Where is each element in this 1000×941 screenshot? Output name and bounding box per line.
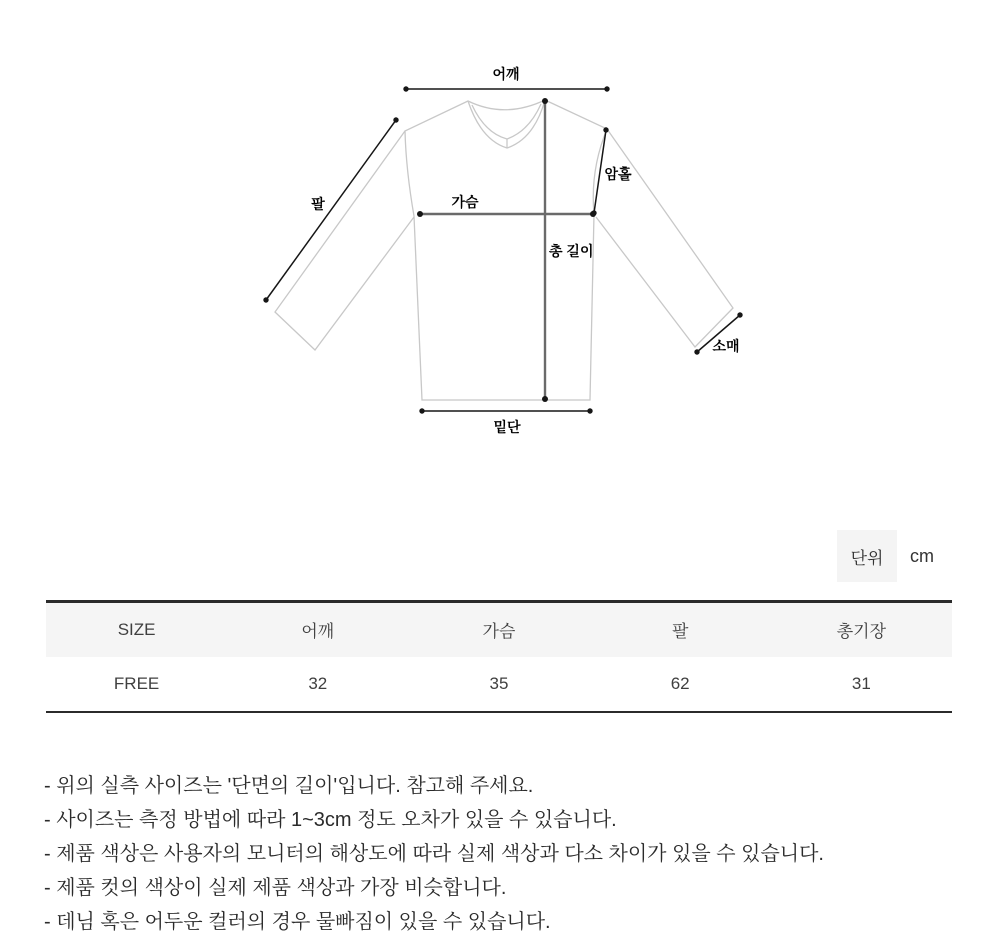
col-total-length: 총기장 [836, 622, 887, 642]
shoulder-label: 어깨 [492, 66, 520, 82]
shirt-sleeves-outline [275, 129, 733, 350]
chest-label: 가슴 [451, 194, 479, 210]
col-arm: 팔 [671, 622, 689, 642]
size-table-header-row [46, 602, 952, 657]
col-chest: 가슴 [482, 622, 516, 642]
unit-label: 단위 [850, 548, 884, 568]
note-item: - 제품 색상은 사용자의 모니터의 해상도에 따라 실제 색상과 다소 차이가 있을 수 있습니다. [44, 843, 824, 865]
right-sleeve [596, 129, 733, 347]
sleeve-label: 소매 [712, 338, 740, 354]
total-length-label: 총 길이 [549, 243, 594, 259]
cell-arm: 62 [670, 673, 690, 693]
hem-label: 밑단 [493, 419, 521, 435]
note-item: - 사이즈는 측정 방법에 따라 1~3cm 정도 오차가 있을 수 있습니다. [44, 809, 617, 831]
notes-list [44, 769, 824, 939]
size-table [46, 600, 952, 713]
cell-chest: 35 [489, 673, 509, 693]
col-size: SIZE [117, 619, 156, 639]
arm-measure-line [266, 120, 396, 300]
note-item: - 위의 실측 사이즈는 '단면의 길이'입니다. 참고해 주세요. [44, 775, 534, 797]
cell-shoulder: 32 [308, 673, 328, 693]
size-table-header [46, 602, 952, 657]
note-item: - 데님 혹은 어두운 컬러의 경우 물빠짐이 있을 수 있습니다. [44, 911, 551, 933]
measurement-dots [263, 86, 742, 413]
col-shoulder: 어깨 [301, 622, 335, 642]
cell-size: FREE [113, 673, 160, 693]
cell-total-length: 31 [851, 673, 871, 693]
unit-row [837, 530, 934, 582]
arm-label: 팔 [311, 196, 325, 212]
measurement-labels [310, 66, 739, 435]
note-item: - 제품 컷의 색상이 실제 제품 색상과 가장 비슷합니다. [44, 877, 507, 899]
armhole-label: 암홀 [604, 166, 632, 182]
table-row [46, 657, 952, 712]
left-sleeve [275, 131, 414, 350]
unit-value: cm [910, 545, 934, 566]
unit-label-badge [837, 530, 897, 582]
